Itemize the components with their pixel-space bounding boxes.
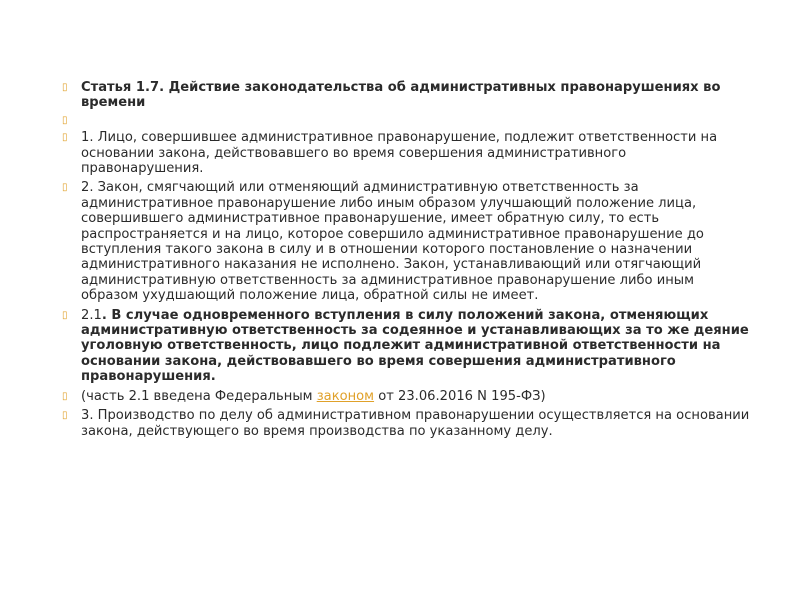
paragraph-2-1-number: 2.1 bbox=[81, 307, 102, 323]
paragraph-3-text: 3. Производство по делу об административном правонарушении осуществляется на основании закона, действующего во время производства по указанному делу. bbox=[81, 408, 750, 439]
amendment-note bbox=[62, 389, 752, 404]
paragraph-1-text: 1. Лицо, совершившее административное правонарушение, подлежит ответственности на основании закона, действовавшего во время совершения административного правонарушения. bbox=[81, 130, 718, 177]
article-title: Статья 1.7. Действие законодательства об административных правонарушениях во времени bbox=[81, 80, 721, 111]
bullet-icon: ▯ bbox=[62, 82, 68, 93]
paragraph-2-1-text: . В случае одновременного вступления в силу положений закона, отменяющих административную ответственность за содеянное и устанавливающих за то же деяние уголовную ответственность, лицо подлежит административной ответственности на основании закона, действовавшего во время совершения административного правонарушения. bbox=[81, 307, 749, 385]
note-prefix: (часть 2.1 введена Федеральным bbox=[81, 388, 317, 404]
law-link[interactable]: законом bbox=[316, 388, 375, 404]
empty-item bbox=[62, 113, 752, 128]
bullet-icon: ▯ bbox=[62, 309, 68, 321]
paragraph-1 bbox=[62, 130, 752, 176]
paragraph-2 bbox=[62, 180, 752, 303]
paragraph-2-1 bbox=[62, 308, 752, 385]
bullet-icon: ▯ bbox=[62, 114, 68, 126]
note-suffix: от 23.06.2016 N 195-ФЗ) bbox=[374, 388, 546, 404]
bullet-icon: ▯ bbox=[62, 410, 68, 422]
bullet-icon: ▯ bbox=[62, 132, 68, 144]
paragraph-2-text: 2. Закон, смягчающий или отменяющий административную ответственность за административное правонарушение либо иным образом улучшающий положение лица, совершившего административное правонарушение, имеет обратную силу, то есть распространяется и на лицо, которое совершило административное правонарушение до вступления такого закона в силу и в отношении которого постановление о назначении административного наказания не исполнено. Закон, устанавливающий или отягчающий административную ответственность за административное правонарушение либо иным образом ухудшающий положение лица, обратной силы не имеет. bbox=[81, 180, 704, 304]
paragraph-3 bbox=[62, 408, 752, 439]
bullet-icon: ▯ bbox=[62, 390, 68, 402]
article-title-item bbox=[62, 80, 752, 111]
article-text bbox=[62, 80, 752, 443]
bullet-icon: ▯ bbox=[62, 182, 68, 194]
